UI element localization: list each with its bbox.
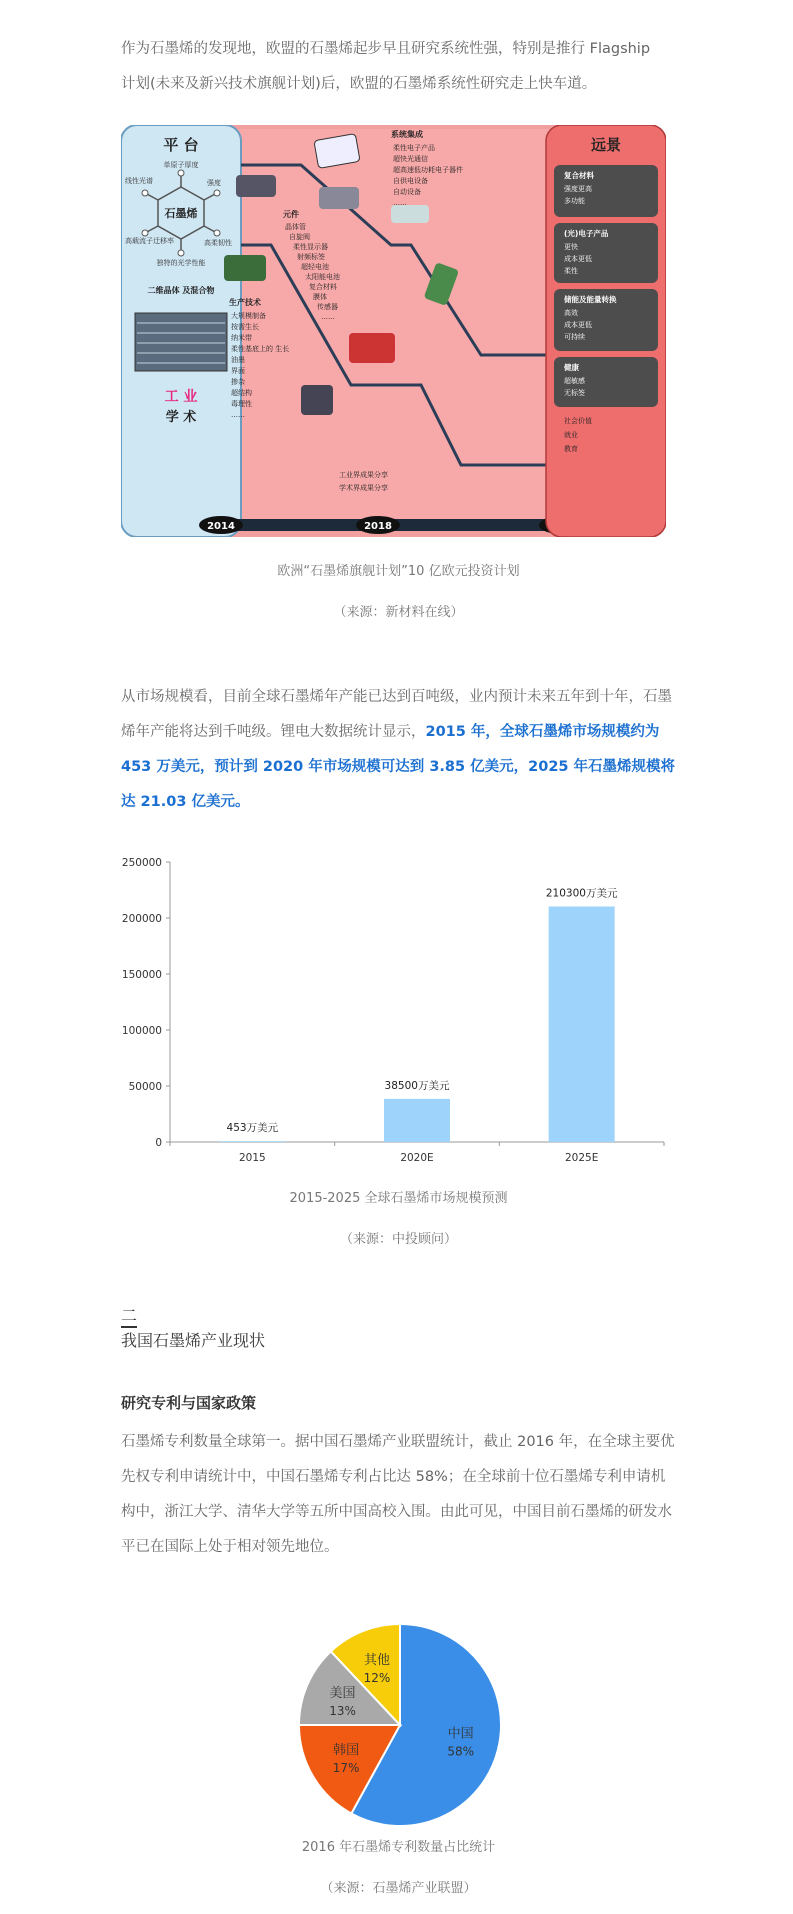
component-item: 晶体管	[285, 223, 306, 231]
sharing-item: 工业界成果分享	[339, 471, 388, 479]
battery-photo	[349, 333, 395, 363]
pie-slices	[299, 1624, 501, 1826]
roadmap-source: （来源：新材料在线）	[333, 605, 464, 620]
property-label: 强度	[207, 179, 221, 187]
bar-data-label: 453万美元	[226, 1122, 279, 1135]
bar-2025E	[549, 906, 615, 1142]
pie-slice-value: 13%	[329, 1704, 356, 1719]
pie-source: （来源：石墨烯产业联盟）	[320, 1881, 477, 1896]
market-bar-chart	[112, 850, 672, 1170]
bar-data-label: 210300万美元	[545, 887, 618, 900]
vision-group-item: 柔性	[564, 267, 578, 275]
bar-data-label: 38500万美元	[384, 1079, 450, 1092]
year-2014: 2014	[207, 521, 235, 532]
vision-group-title: 储能及能量转换	[564, 295, 617, 304]
vision-group-item: 多功能	[564, 197, 585, 205]
section-number: 二	[121, 1306, 137, 1328]
vision-group-item: 无标签	[564, 389, 585, 397]
vision-group-item: 更快	[564, 243, 578, 251]
x-tick-label: 2020E	[400, 1152, 434, 1164]
pie-caption: 2016 年石墨烯专利数量占比统计	[301, 1840, 496, 1855]
property-label: 独特的光学性能	[156, 259, 206, 267]
pie-slice-label: 中国	[447, 1726, 474, 1742]
production-item: 超结构	[231, 389, 252, 397]
fighter-jet-photo	[391, 205, 429, 223]
y-tick-label: 200000	[121, 913, 162, 925]
production-item: 掺杂	[231, 378, 245, 386]
production-item: 纳米带	[231, 334, 252, 342]
patent-pie-chart	[280, 1605, 520, 1845]
vision-group-item: 成本更低	[564, 321, 592, 329]
system-item: 自供电设备	[393, 177, 428, 185]
social-item: 教育	[564, 445, 578, 453]
pie-slice-value: 58%	[447, 1744, 474, 1759]
circuit-photo	[224, 255, 266, 281]
vision-group-title: 健康	[564, 363, 579, 372]
x-tick-label: 2015	[238, 1152, 266, 1164]
bar-2015	[219, 1141, 285, 1142]
social-item: 社会价值	[564, 417, 592, 425]
y-tick-label: 250000	[121, 857, 162, 869]
vision-group-item: 超敏感	[564, 377, 585, 385]
production-title: 生产技术	[229, 298, 261, 307]
component-item: 自旋阀	[289, 233, 310, 241]
system-item: 柔性电子产品	[393, 144, 435, 152]
platform-title: 平 台	[163, 136, 199, 154]
year-2018: 2018	[364, 521, 392, 532]
aircraft-photo	[236, 175, 276, 197]
production-item: 按需生长	[231, 323, 259, 331]
vision-title: 远景	[590, 136, 622, 154]
property-label: 线性光谱	[125, 177, 153, 185]
vision-group-title: (光)电子产品	[564, 229, 609, 238]
component-item: ……	[321, 313, 335, 321]
pie-slice-value: 12%	[363, 1670, 391, 1685]
market-caption: 2015-2025 全球石墨烯市场规模预测	[289, 1191, 508, 1206]
y-tick-label: 100000	[121, 1025, 162, 1037]
component-item: 射频标签	[297, 253, 325, 261]
pie-slice-label: 美国	[329, 1686, 356, 1702]
component-item: 太阳能电池	[305, 273, 340, 281]
academia-label: 学 术	[165, 410, 197, 425]
component-item: 复合材料	[309, 283, 337, 291]
system-item: ……	[393, 199, 407, 207]
vision-group-item: 成本更低	[564, 255, 592, 263]
platform-center-label: 石墨烯	[164, 207, 198, 220]
pie-slice-label: 其他	[363, 1652, 390, 1668]
system-item: 超高速低功耗电子器件	[393, 166, 463, 174]
market-paragraph	[121, 680, 676, 820]
bar-2020E	[384, 1099, 450, 1142]
production-item: 油墨	[231, 356, 245, 364]
production-item: 界面	[231, 367, 245, 375]
bar-chart-bars	[219, 886, 618, 1142]
vision-group-title: 复合材料	[564, 171, 594, 180]
production-item: 柔性基底上的 生长	[231, 345, 290, 353]
display-photo	[319, 187, 359, 209]
roadmap-caption: 欧洲“石墨烯旗舰计划”10 亿欧元投资计划	[277, 564, 520, 579]
system-title: 系统集成	[391, 130, 423, 139]
section-title: 我国石墨烯产业现状	[121, 1331, 266, 1350]
crystals-label: 二维晶体 及混合物	[147, 286, 215, 295]
production-item: 大规模制备	[231, 312, 266, 320]
pie-slice-value: 17%	[332, 1760, 360, 1775]
property-label: 单原子厚度	[163, 161, 199, 169]
vision-group-item: 强度更高	[564, 185, 592, 193]
x-tick-label: 2025E	[564, 1152, 599, 1164]
production-item: ……	[231, 411, 245, 419]
market-text: 从市场规模看，目前全球石墨烯年产能已达到百吨级，业内预计未来五年到十年，石墨烯年产能将达到千吨级。锂电大数据统计显示，	[121, 689, 672, 740]
system-item: 超快光通信	[393, 155, 428, 163]
vision-group-item: 可持续	[564, 333, 585, 341]
patent-paragraph: 石墨烯专利数量全球第一。据中国石墨烯产业联盟统计，截止 2016 年，在全球主要优先权专利申请统计中，中国石墨烯专利占比达 58%；在全球前十位石墨烯专利申请机构中，浙江大学、清华大学等五所中国高校入围。由此可见，中国目前石墨烯的研发水平已在国际上处于相对领先地位。	[121, 1434, 675, 1555]
social-item: 就业	[564, 431, 578, 439]
y-tick-label: 150000	[121, 969, 162, 981]
system-item: 自动设备	[393, 188, 421, 196]
components-title: 元件	[283, 210, 299, 219]
property-label: 高载流子迁移率	[125, 237, 174, 245]
intro-line-1: 作为石墨烯的发现地，欧盟的石墨烯起步早且研究系统性强，特别是推行 Flagship	[121, 41, 651, 57]
intro-line-2: 计划(未来及新兴技术旗舰计划)后，欧盟的石墨烯系统性研究走上快车道。	[121, 76, 597, 92]
intro-paragraph	[121, 32, 676, 102]
pie-slice-label: 韩国	[333, 1742, 360, 1758]
component-item: 柔性显示器	[293, 243, 328, 251]
component-item: 膜体	[313, 293, 327, 301]
market-source: （来源：中投顾问）	[339, 1232, 457, 1247]
market-highlight: 2015 年，全球石墨烯市场规模约为 453 万美元，预计到 2020 年市场规模可达到 3.85 亿美元，2025 年石墨烯规模将达 21.03 亿美元。	[121, 724, 676, 810]
material-photo	[301, 385, 333, 415]
y-tick-label: 0	[155, 1137, 162, 1149]
section-subtitle: 研究专利与国家政策	[121, 1394, 257, 1412]
vision-group-item: 高效	[564, 309, 578, 317]
production-item: 毒理性	[231, 400, 252, 408]
crystal-structure-image	[135, 313, 227, 371]
y-tick-label: 50000	[128, 1081, 162, 1093]
flagship-roadmap-image	[121, 125, 666, 537]
industry-label: 工 业	[164, 389, 198, 405]
component-item: 超轻电池	[301, 263, 329, 271]
sharing-item: 学术界成果分享	[339, 484, 388, 492]
component-item: 传感器	[317, 303, 338, 311]
property-label: 高柔韧性	[204, 239, 232, 247]
